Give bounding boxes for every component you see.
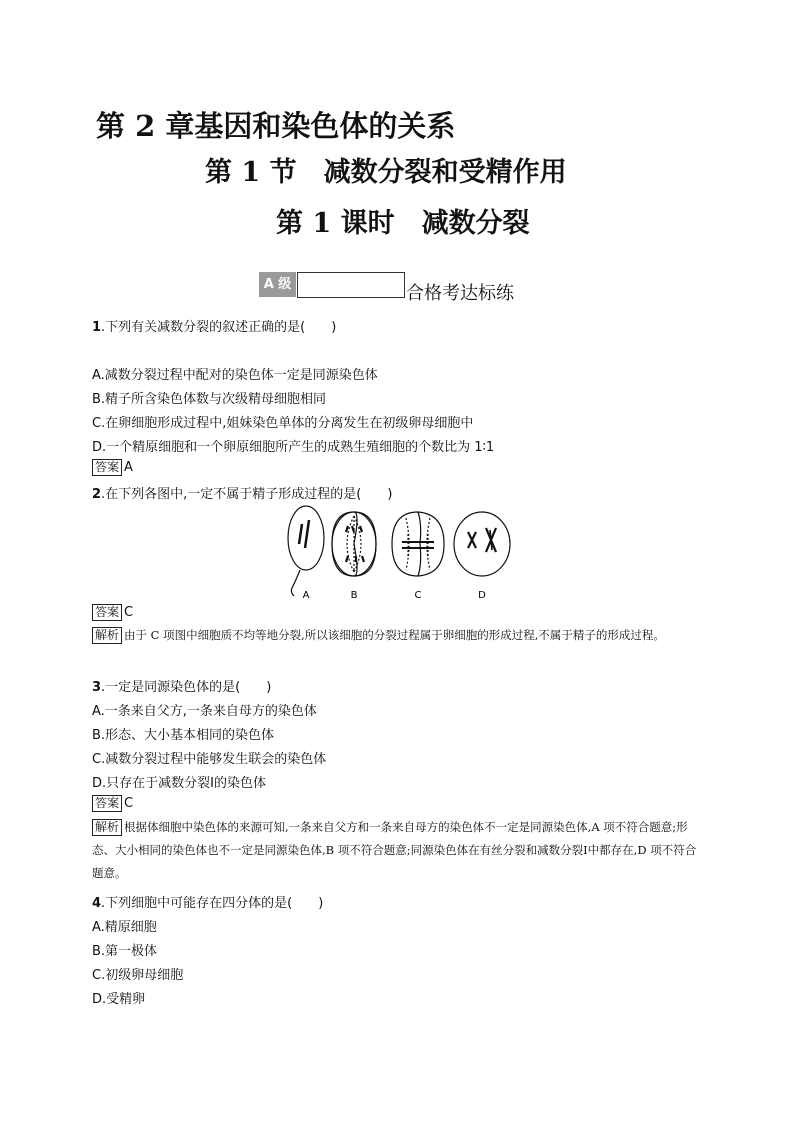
cell-division-figure — [282, 504, 517, 604]
q4-option-d: D.受精卵 — [92, 992, 146, 1007]
question-number: 1 — [92, 320, 102, 335]
figure-label-a: A — [302, 590, 310, 601]
section-title: 第 1 节 减数分裂和受精作用 — [205, 157, 567, 188]
answer-value: C — [124, 605, 134, 620]
figure-cell-d — [454, 512, 510, 576]
q3-answer — [92, 795, 133, 812]
analysis-tag: 解析 — [92, 819, 122, 836]
level-label: 合格考达标练 — [406, 283, 514, 304]
question-1-stem — [92, 316, 336, 335]
q1-option-d: D.一个精原细胞和一个卵原细胞所产生的成熟生殖细胞的个数比为 1∶1 — [92, 440, 495, 455]
question-text: .下列有关减数分裂的叙述正确的是( ) — [101, 320, 337, 335]
answer-value: C — [124, 796, 134, 811]
q3-option-c: C.减数分裂过程中能够发生联会的染色体 — [92, 752, 327, 767]
answer-tag: 答案 — [92, 459, 122, 476]
lesson-title: 第 1 课时 减数分裂 — [276, 208, 530, 239]
answer-tag: 答案 — [92, 795, 122, 812]
q3-option-a: A.一条来自父方,一条来自母方的染色体 — [92, 704, 317, 719]
question-number: 3 — [92, 680, 102, 695]
chapter-title: 第 2 章基因和染色体的关系 — [96, 109, 456, 143]
q3-analysis — [92, 816, 702, 885]
figure-cell-c — [392, 512, 444, 576]
answer-value: A — [124, 460, 133, 475]
question-number: 2 — [92, 487, 102, 502]
q1-option-a: A.减数分裂过程中配对的染色体一定是同源染色体 — [92, 368, 378, 383]
q3-option-b: B.形态、大小基本相同的染色体 — [92, 728, 275, 743]
q1-option-b: B.精子所含染色体数与次级精母细胞相同 — [92, 392, 327, 407]
figure-label-c: C — [414, 590, 422, 601]
q4-option-a: A.精原细胞 — [92, 920, 157, 935]
q4-option-b: B.第一极体 — [92, 944, 158, 959]
question-3-stem — [92, 676, 271, 695]
question-4-stem — [92, 892, 323, 911]
question-text: .在下列各图中,一定不属于精子形成过程的是( ) — [101, 487, 393, 502]
level-badge: A 级 — [259, 272, 296, 297]
analysis-text: 由于 C 项图中细胞质不均等地分裂,所以该细胞的分裂过程属于卵细胞的形成过程,不属于精子的形成过程。 — [124, 628, 665, 642]
figure-label-d: D — [478, 590, 486, 601]
q2-analysis — [92, 624, 702, 647]
analysis-text: 根据体细胞中染色体的来源可知,一条来自父方和一条来自母方的染色体不一定是同源染色体,A 项不符合题意;形态、大小相同的染色体也不一定是同源染色体,B 项不符合题意;同源染色体在有丝分裂和减数分裂Ⅰ中都存在,D 项不符合题意。 — [92, 820, 697, 880]
figure-label-b: B — [350, 590, 358, 601]
analysis-tag: 解析 — [92, 627, 122, 644]
q3-option-d: D.只存在于减数分裂Ⅰ的染色体 — [92, 776, 266, 791]
q1-answer — [92, 459, 133, 476]
question-number: 4 — [92, 896, 102, 911]
level-blank-box — [297, 272, 405, 298]
question-text: .一定是同源染色体的是( ) — [101, 680, 272, 695]
question-text: .下列细胞中可能存在四分体的是( ) — [101, 896, 324, 911]
question-2-stem — [92, 483, 392, 502]
q1-option-c: C.在卵细胞形成过程中,姐妹染色单体的分离发生在初级卵母细胞中 — [92, 416, 474, 431]
answer-tag: 答案 — [92, 604, 122, 621]
figure-cell-a — [288, 506, 324, 596]
figure-cell-b — [332, 512, 376, 576]
q4-option-c: C.初级卵母细胞 — [92, 968, 184, 983]
q2-answer — [92, 604, 133, 621]
